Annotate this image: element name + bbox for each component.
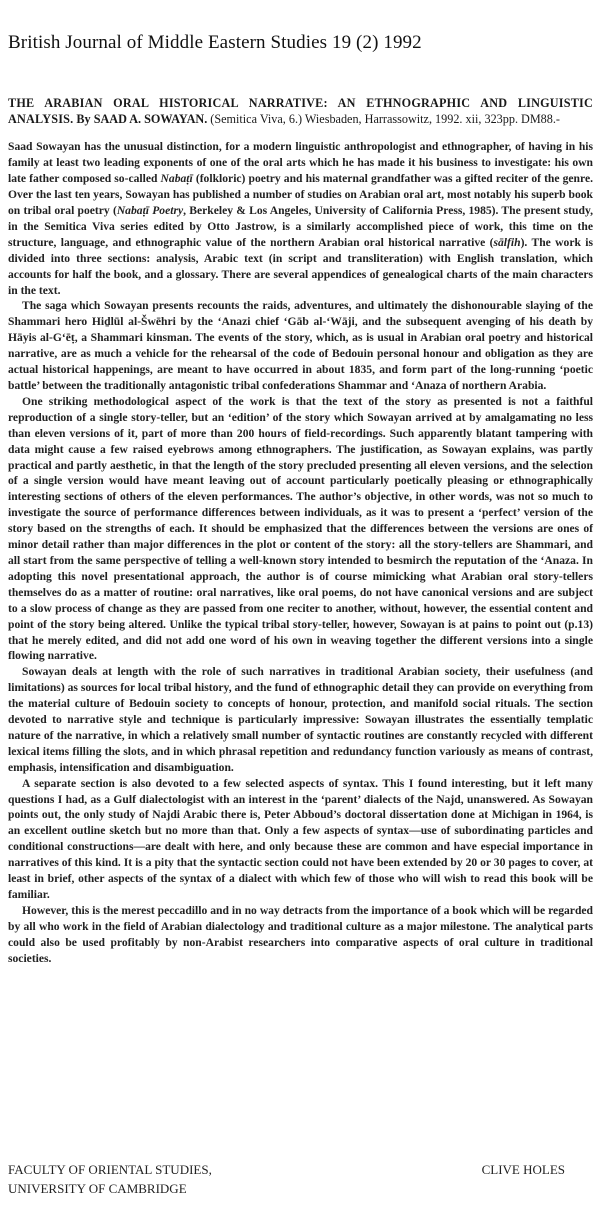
book-title: THE ARABIAN ORAL HISTORICAL NARRATIVE: AN ETHNOGRAPHIC AND LINGUISTIC ANALYSIS. [8, 96, 593, 127]
book-title-nabati-poetry: Nabaṭī Poetry [116, 204, 184, 218]
paragraph-1-part-d: ). The work is divided into three sections: analysis, Arabic text (in script and transliteration) with English translation, which accounts for half the book, and a glossary. There are several appendices of genealogical charts of the main characters in the text. [8, 235, 593, 297]
journal-citation: British Journal of Middle Eastern Studies 19 (2) 1992 [8, 32, 422, 53]
signature-block [8, 1160, 593, 1198]
affiliation-line-2: UNIVERSITY OF CAMBRIDGE [8, 1181, 187, 1196]
paragraph-1-part-c: , Berkeley & Los Angeles, University of California Press, 1985). The present study, in the Semitica Viva series edited by Otto Jastrow, is a similarly accomplished piece of work, this time on the structure, language, and ethnographic value of the northern Arabian oral historical narrative ( [8, 204, 593, 249]
paragraph-2: The saga which Sowayan presents recounts the raids, adventures, and ultimately the dishonourable slaying of the Shammari hero Hiḏlūl al-Šwēhri by the ‘Anazi chief ‘Gāb al-‘Wāji, and the subsequent avenging of his death by Hāyis al-G‘ēṭ, a Shammari kinsman. The events of the story, which, as is usual in Arabian oral poetry and historical narrative, are as much a vehicle for the rehearsal of the code of Bedouin personal honour and obligation as they are actual historical happenings, are meant to have occurred in about 1835, and form part of the long-running ‘poetic battle’ between the traditionally antagonistic tribal confederations Shammar and ‘Anaza of northern Arabia. [8, 299, 593, 392]
review-article [8, 95, 593, 967]
term-nabati: Nabaṭī [160, 172, 193, 186]
review-body [8, 139, 593, 966]
review-heading [8, 95, 593, 127]
term-salfih: sālfih [493, 235, 521, 249]
paragraph-3: One striking methodological aspect of the work is that the text of the story as presented is not a faithful reproduction of a single story-teller, but an ‘edition’ of the story which Sowayan arrived at by amalgamating no less than eleven versions of it, part of more than 200 hours of field-recordings. Such apparently blatant tampering with data might cause a few raised eyebrows among ethnographers. The justification, as Sowayan explains, was partly practical and partly aesthetic, in that the length of the story precluded presenting all eleven versions, and the selection of a single version would have meant leaving out of account particularly poetically pleasing or ethnographically interesting sections of others of the eleven performances. The author’s objective, in other words, was not so much to investigate the source of performance differences between individuals, as it was to present a ‘perfect’ version of the story based on the strengths of each. It should be emphasized that the differences between the versions are ones of minor detail rather than major differences in the plot or content of the story: all the story-tellers are Shammari, and all start from the same perspective of telling a well-known story intended to besmirch the reputation of the ‘Anaza. In adopting this novel presentational approach, the author is of course mimicking what Arabian oral story-tellers themselves do as a matter of routine: oral narratives, like oral poems, do not have canonical versions and are subject to a slow process of change as they are passed from one reciter to another, without, however, the essential content and point of the story being altered. Unlike the typical tribal story-teller, however, Sowayan is at pains to point out (p.13) that he merely edited, and did not add one word of his own in weaving together the different versions into a single flowing narrative. [8, 394, 593, 663]
paragraph-1-part-b: (folkloric) poetry and his maternal grandfather was a gifted reciter of the genre. Over the last ten years, Sowayan has published a number of studies on Arabian oral art, most notably his superb book on tribal oral poetry ( [8, 172, 593, 218]
book-author: By SAAD A. SOWAYAN. [76, 112, 208, 127]
reviewer-name: CLIVE HOLES [481, 1162, 565, 1177]
paragraph-6: However, this is the merest peccadillo and in no way detracts from the importance of a book which will be regarded by all who work in the field of Arabian dialectology and traditional culture as a major milestone. The analytical parts could also be used profitably by non-Arabist researchers into comparative aspects of oral culture in traditional societies. [8, 903, 593, 965]
book-publication-details: (Semitica Viva, 6.) Wiesbaden, Harrassowitz, 1992. xii, 323pp. DM88.- [210, 112, 560, 127]
paragraph-1 [8, 139, 593, 298]
paragraph-4: Sowayan deals at length with the role of such narratives in traditional Arabian society, their usefulness (and limitations) as sources for local tribal history, and the fund of ethnographic detail they can provide on everything from the material culture of Bedouin society to concepts of honour, protection, and manifold social rituals. The section devoted to narrative style and technique is particularly impressive: Sowayan illustrates the essentially templatic nature of the narrative, in which a relatively small number of syntactic routines are constantly recycled with different lexical items filling the slots, and in which phrasal repetition and redundancy function variously as means of contrast, emphasis, intensification and disambiguation. [8, 665, 593, 774]
reviewer-affiliation [8, 1160, 212, 1198]
affiliation-line-1: FACULTY OF ORIENTAL STUDIES, [8, 1162, 212, 1177]
paragraph-1-part-a: Saad Sowayan has the unusual distinction, for a modern linguistic anthropologist and ethnographer, of having in his family at least two leading exponents of one of the oral arts which he has made it his business to investigate: his own late father composed so-called [8, 140, 593, 186]
paragraph-5: A separate section is also devoted to a few selected aspects of syntax. This I found interesting, but it left many questions I had, as a Gulf dialectologist with an interest in the ‘parent’ dialects of the Najd, unanswered. As Sowayan points out, the only study of Najdi Arabic there is, Peter Abboud’s doctoral dissertation done at Michigan in 1964, is an excellent outline sketch but no more than that. Only a few aspects of syntax—use of subordinating particles and conditional constructions—are dealt with here, and only because these are common and have especial importance in narratives of this kind. It is a pity that the syntactic section could not have been extended by 20 or 30 pages to cover, at least in brief, other aspects of the syntax of a dialect with which few of those who will wish to read this book will be familiar. [8, 776, 593, 901]
